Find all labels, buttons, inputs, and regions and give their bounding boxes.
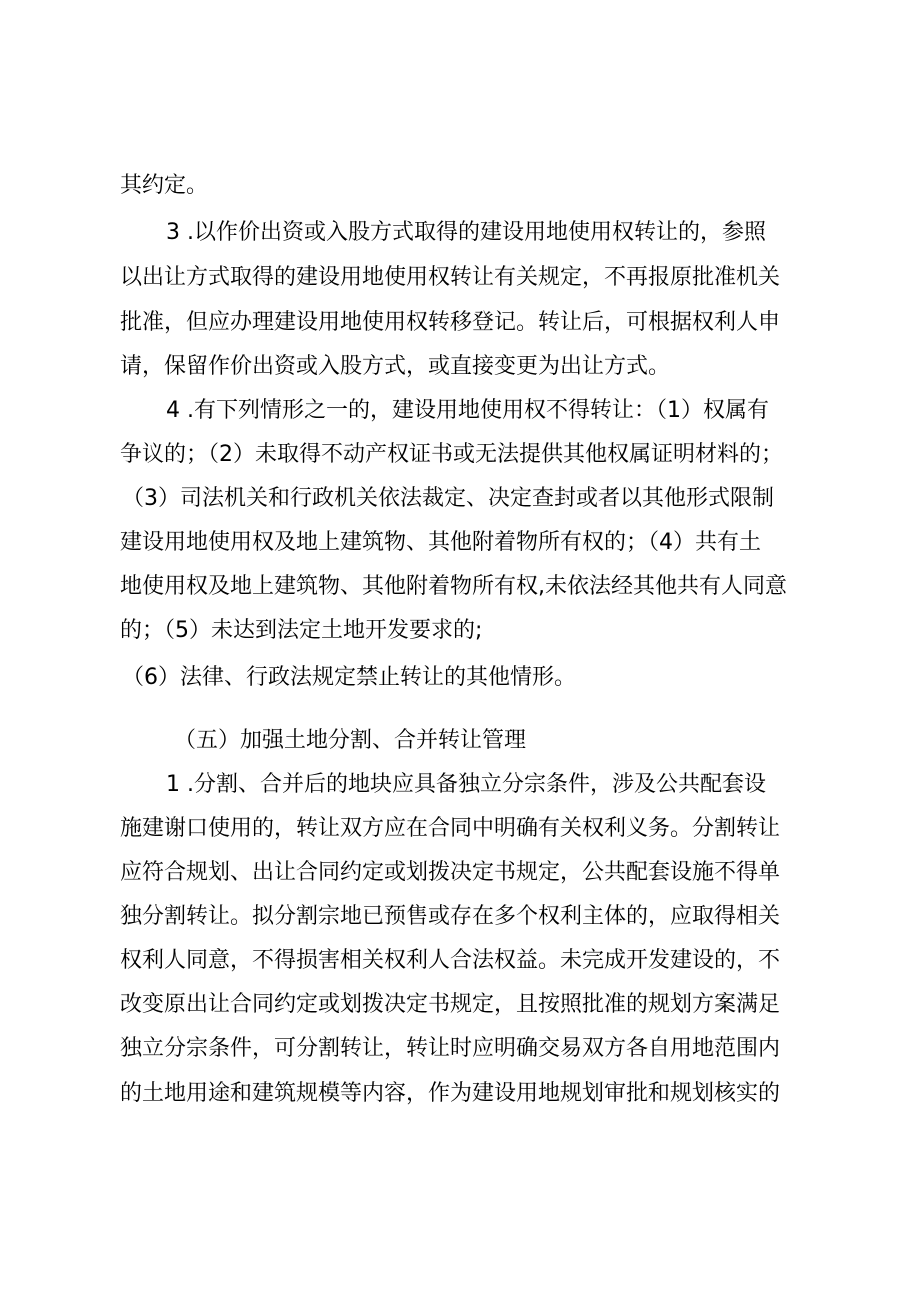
text-line: 地使用权及地上建筑物、其他附着物所有权,未依法经其他共有人同意	[120, 574, 787, 599]
text-line: 1 .分割、合并后的地块应具备独立分宗条件，涉及公共配套设	[166, 772, 766, 797]
text-line: 争议的；（2）未取得不动产权证书或无法提供其他权属证明材料的；	[120, 442, 783, 467]
text-line: 请，保留作价出资或入股方式，或直接变更为出让方式。	[120, 354, 671, 379]
section-heading: （五）加强土地分割、合并转让管理	[174, 728, 527, 753]
text-line: （6）法律、行政法规定禁止转让的其他情形。	[122, 665, 576, 690]
text-line: 独立分宗条件，可分割转让，转让时应明确交易双方各自用地范围内	[120, 1036, 781, 1061]
text-line: 以出让方式取得的建设用地使用权转让有关规定，不再报原批准机关	[120, 265, 781, 290]
text-line: 4 .有下列情形之一的，建设用地使用权不得转让：（1）权属有	[166, 398, 769, 423]
text-line: 改变原出让合同约定或划拨决定书规定，且按照批准的规划方案满足	[120, 992, 781, 1017]
text-line: 独分割转让。拟分割宗地已预售或存在多个权利主体的，应取得相关	[120, 904, 781, 929]
text-line: 建设用地使用权及地上建筑物、其他附着物所有权的；（4）共有土	[120, 530, 761, 555]
text-line: 权利人同意，不得损害相关权利人合法权益。未完成开发建设的，不	[120, 948, 781, 973]
text-line: 的；（5）未达到法定土地开发要求的;	[120, 618, 483, 643]
text-line: 其约定。	[120, 173, 209, 198]
text-line: 应符合规划、出让合同约定或划拨决定书规定，公共配套设施不得单	[120, 860, 781, 885]
text-line: （3）司法机关和行政机关依法裁定、决定查封或者以其他形式限制	[122, 486, 774, 511]
text-line: 批准，但应办理建设用地使用权转移登记。转让后，可根据权利人申	[120, 310, 781, 335]
text-line: 的土地用途和建筑规模等内容，作为建设用地规划审批和规划核实的	[120, 1081, 781, 1106]
text-line: 施建谢口使用的，转让双方应在合同中明确有关权利义务。分割转让	[120, 816, 781, 841]
text-line: 3 .以作价出资或入股方式取得的建设用地使用权转让的，参照	[166, 220, 766, 245]
